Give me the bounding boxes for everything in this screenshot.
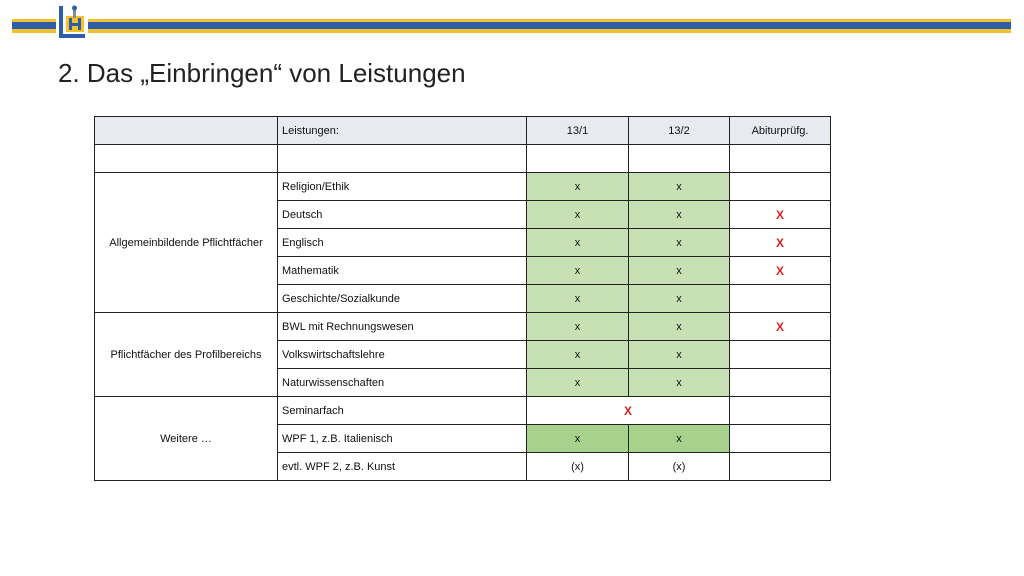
header-band-yellow-bottom [12,29,1011,33]
subject-cell: evtl. WPF 2, z.B. Kunst [278,453,527,481]
abitur-cell [730,341,831,369]
spacer-cell [278,145,527,173]
semester-2-cell: x [629,285,730,313]
abitur-cell [730,453,831,481]
table-header-row [95,117,831,145]
semester-2-cell: x [629,173,730,201]
group-label: Allgemeinbildende Pflichtfächer [95,173,278,313]
group-label: Weitere … [95,397,278,481]
semester-1-cell: x [527,173,629,201]
spacer-cell [629,145,730,173]
subject-cell: Religion/Ethik [278,173,527,201]
semester-1-cell: x [527,425,629,453]
header-leistungen: Leistungen: [278,117,527,145]
semester-2-cell: x [629,201,730,229]
semester-2-cell: x [629,425,730,453]
subject-cell: Seminarfach [278,397,527,425]
semester-1-cell: (x) [527,453,629,481]
group-label: Pflichtfächer des Profilbereichs [95,313,278,397]
abitur-cell: X [730,257,831,285]
spacer-cell [95,145,278,173]
slide-title: 2. Das „Einbringen“ von Leistungen [58,58,466,88]
header-13-2: 13/2 [629,117,730,145]
semester-1-cell: x [527,257,629,285]
table-row [95,173,831,201]
abitur-cell [730,425,831,453]
subject-cell: WPF 1, z.B. Italienisch [278,425,527,453]
subject-cell: Englisch [278,229,527,257]
table-spacer-row [95,145,831,173]
abitur-cell: X [730,229,831,257]
header-abiturpruefung: Abiturprüfg. [730,117,831,145]
subject-cell: BWL mit Rechnungswesen [278,313,527,341]
header-13-1: 13/1 [527,117,629,145]
semester-merged-cell: X [527,397,730,425]
abitur-cell: X [730,313,831,341]
semester-2-cell: (x) [629,453,730,481]
semester-1-cell: x [527,369,629,397]
spacer-cell [527,145,629,173]
table-row [95,313,831,341]
spacer-cell [730,145,831,173]
subject-cell: Mathematik [278,257,527,285]
abitur-cell [730,173,831,201]
header-empty-cell [95,117,278,145]
subject-cell: Naturwissenschaften [278,369,527,397]
table-row [95,397,831,425]
abitur-cell: X [730,201,831,229]
semester-1-cell: x [527,201,629,229]
subject-cell: Deutsch [278,201,527,229]
semester-1-cell: x [527,229,629,257]
semester-2-cell: x [629,313,730,341]
semester-1-cell: x [527,341,629,369]
semester-1-cell: x [527,313,629,341]
abitur-cell [730,369,831,397]
subject-cell: Volkswirtschaftslehre [278,341,527,369]
school-logo [56,4,88,40]
semester-2-cell: x [629,229,730,257]
subject-cell: Geschichte/Sozialkunde [278,285,527,313]
semester-2-cell: x [629,369,730,397]
grades-table [94,116,831,481]
semester-2-cell: x [629,341,730,369]
semester-2-cell: x [629,257,730,285]
header-band-blue [12,22,1011,29]
abitur-cell [730,397,831,425]
semester-1-cell: x [527,285,629,313]
abitur-cell [730,285,831,313]
